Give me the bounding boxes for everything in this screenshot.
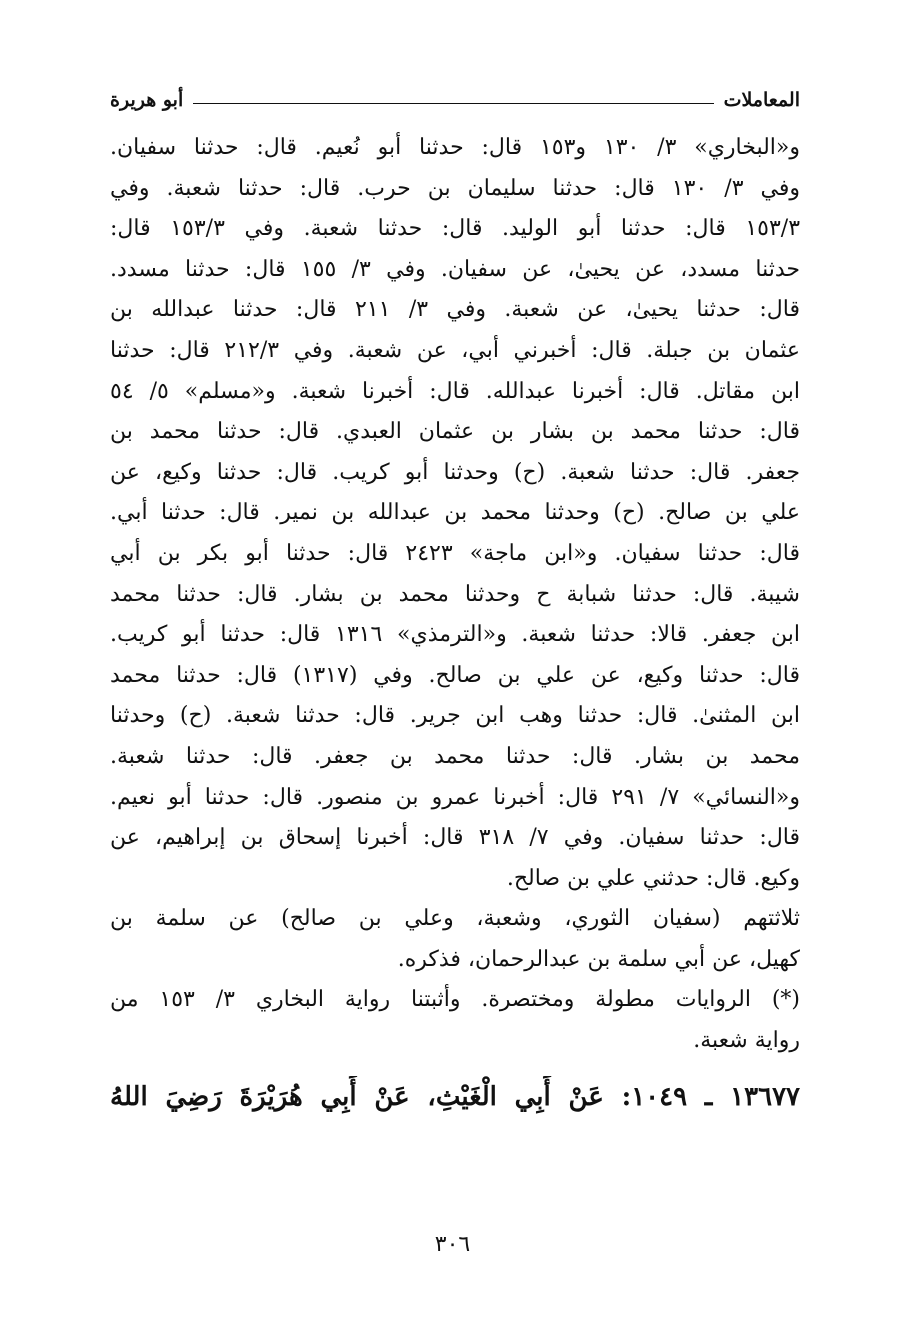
page-body [110,128,800,1062]
text-line: علي بن صالح. (ح) وحدثنا محمد بن عبدالله بن نمير. قال: حدثنا أبي. [110,500,800,526]
hadith-heading: ١٣٦٧٧ ـ ١٠٤٩: عَنْ أَبِي الْغَيْثِ، عَنْ أَبِي هُرَيْرَةَ رَضِيَ اللهُ [110,1081,800,1112]
running-header [110,86,800,114]
text-line: قال: حدثنا محمد بن بشار بن عثمان العبدي. قال: حدثنا محمد بن [110,419,800,445]
text-line: ابن مقاتل. قال: أخبرنا عبدالله. قال: أخبرنا شعبة. و«مسلم» ٥/ ٥٤ [110,378,800,404]
text-line: ابن المثنىٰ. قال: حدثنا وهب ابن جرير. قال: حدثنا شعبة. (ح) وحدثنا [110,703,800,729]
text-line: ١٥٣/٣ قال: حدثنا أبو الوليد. قال: حدثنا شعبة. وفي ١٥٣/٣ قال: [110,216,800,242]
text-line: شيبة. قال: حدثنا شبابة ح وحدثنا محمد بن بشار. قال: حدثنا محمد [110,581,800,607]
header-section-title: أبو هريرة [110,89,184,111]
text-line: ثلاثتهم (سفيان الثوري، وشعبة، وعلي بن صالح) عن سلمة بن [110,906,800,932]
book-page [110,86,800,1118]
header-chapter-title: المعاملات [723,89,800,111]
text-line: كهيل، عن أبي سلمة بن عبدالرحمان، فذكره. [397,946,800,972]
text-line: وفي ٣/ ١٣٠ قال: حدثنا سليمان بن حرب. قال: حدثنا شعبة. وفي [110,175,800,201]
text-line: قال: حدثنا يحيىٰ، عن شعبة. وفي ٣/ ٢١١ قال: حدثنا عبدالله بن [110,297,800,323]
text-line: وكيع. قال: حدثني علي بن صالح. [506,865,800,891]
footnote-line: (*) الروايات مطولة ومختصرة. وأثبتنا رواية البخاري ٣/ ١٥٣ من [110,987,800,1013]
text-line: محمد بن بشار. قال: حدثنا محمد بن جعفر. قال: حدثنا شعبة. [110,743,800,769]
text-line: عثمان بن جبلة. قال: أخبرني أبي، عن شعبة. وفي ٢١٢/٣ قال: حدثنا [110,337,800,363]
text-line: قال: حدثنا سفيان. وفي ٧/ ٣١٨ قال: أخبرنا إسحاق بن إبراهيم، عن [110,825,800,851]
header-rule [193,103,713,104]
text-line: و«البخاري» ٣/ ١٣٠ و١٥٣ قال: حدثنا أبو نُعيم. قال: حدثنا سفيان. [110,135,800,160]
page-number: ٣٠٦ [434,1232,471,1257]
footnote-line: رواية شعبة. [693,1028,800,1054]
text-line: حدثنا مسدد، عن يحيىٰ، عن سفيان. وفي ٣/ ١٥٥ قال: حدثنا مسدد. [110,256,800,282]
text-line: قال: حدثنا سفيان. و«ابن ماجة» ٢٤٢٣ قال: حدثنا أبو بكر بن أبي [110,540,800,566]
text-line: ابن جعفر. قالا: حدثنا شعبة. و«الترمذي» ١٣١٦ قال: حدثنا أبو كريب. [110,622,800,648]
text-line: قال: حدثنا وكيع، عن علي بن صالح. وفي (١٣١٧) قال: حدثنا محمد [110,662,800,688]
text-line: و«النسائي» ٧/ ٢٩١ قال: أخبرنا عمرو بن منصور. قال: حدثنا أبو نعيم. [110,784,800,810]
text-line: جعفر. قال: حدثنا شعبة. (ح) وحدثنا أبو كريب. قال: حدثنا وكيع، عن [110,459,800,485]
